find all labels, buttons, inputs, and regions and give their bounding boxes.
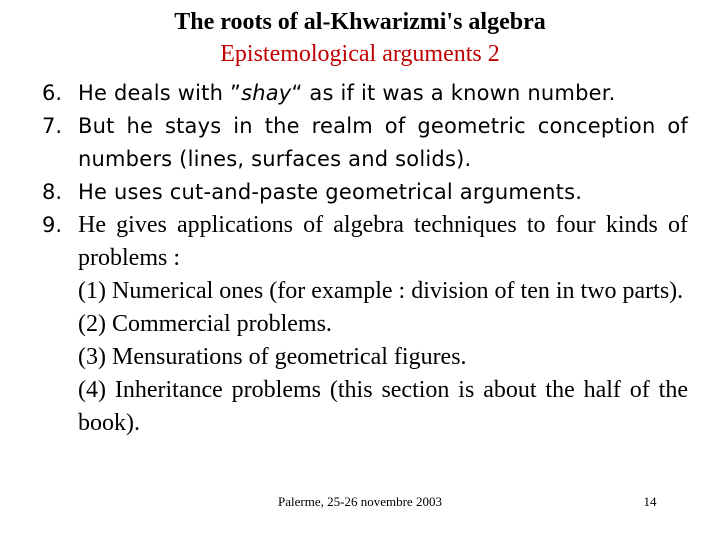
problem-type-1: (1) Numerical ones (for example : division of ten in two parts). (78, 278, 684, 304)
list-item-text: He uses cut-and-paste geometrical arguments. (78, 180, 583, 204)
slide-title: The roots of al-Khwarizmi's algebra (174, 9, 546, 35)
problem-type-3: (3) Mensurations of geometrical figures. (78, 344, 467, 370)
list-item-9 (42, 209, 688, 440)
argument-list (42, 77, 688, 440)
list-item-text: But he stays in the realm of geometric conception of numbers (lines, surfaces and solids). (78, 114, 688, 171)
list-item-6 (42, 77, 688, 110)
slide-subtitle: Epistemological arguments 2 (220, 41, 500, 67)
list-item-text: He gives applications of algebra techniques to four kinds of problems : (78, 212, 688, 271)
problem-type-2: (2) Commercial problems. (78, 311, 332, 337)
list-item-text-after: “ as if it was a known number. (291, 81, 616, 105)
list-item-8 (42, 176, 688, 209)
problem-type-4: (4) Inheritance problems (this section is about the half of the book). (78, 377, 688, 436)
page-number: 14 (643, 494, 657, 509)
list-item-text (78, 77, 688, 110)
list-item-number: 7. (42, 114, 63, 138)
list-item-7 (42, 110, 688, 176)
list-item-number: 8. (42, 180, 63, 204)
list-item-number: 9. (42, 213, 63, 237)
footer-text: Palerme, 25-26 novembre 2003 (278, 494, 442, 509)
list-item-number: 6. (42, 81, 63, 105)
list-item-text-before: He deals with ” (78, 81, 242, 105)
shay-term: shay (241, 81, 292, 105)
